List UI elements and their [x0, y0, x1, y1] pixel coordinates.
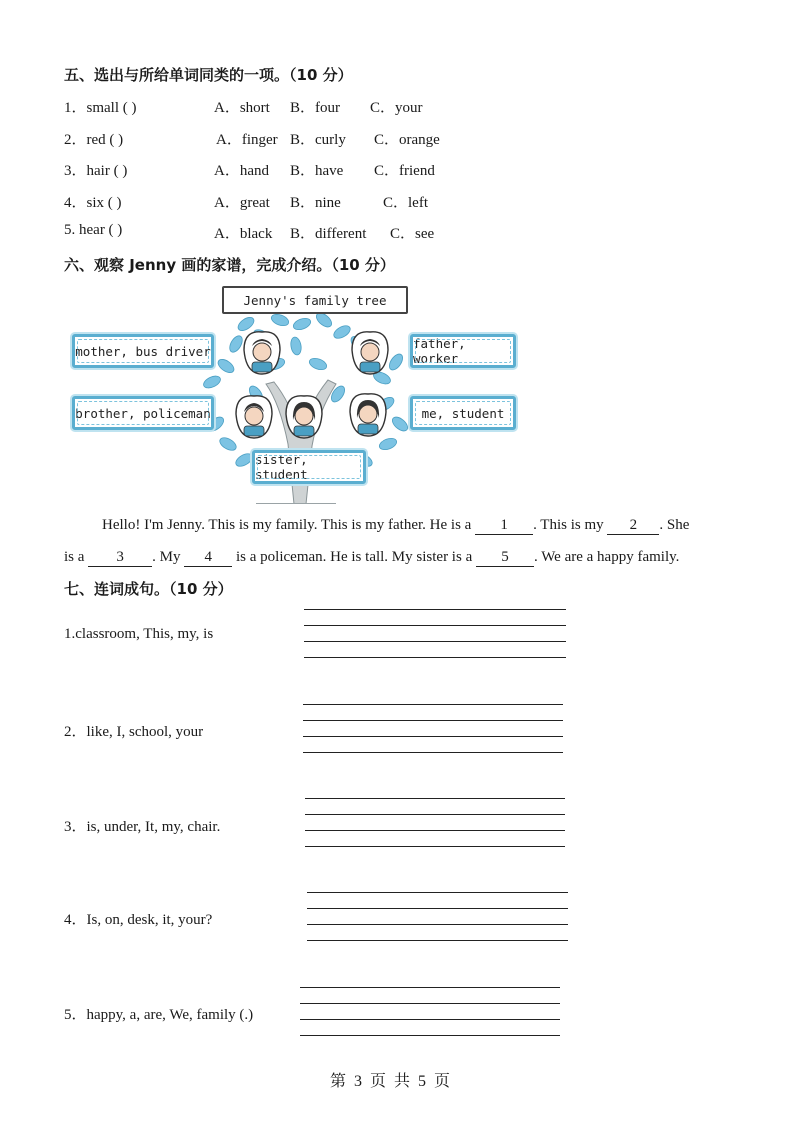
- option-b: B．different: [290, 226, 367, 242]
- option-a: A．great: [214, 195, 270, 211]
- section-7-title: 七、连词成句。（10 分）: [64, 580, 233, 598]
- page-number: 第 3 页 共 5 页: [330, 1073, 453, 1090]
- option-c: C．orange: [374, 132, 440, 148]
- passage-text: . She: [659, 517, 690, 533]
- question-stem: 5. hear ( ): [64, 222, 123, 238]
- answer-line[interactable]: [304, 657, 566, 658]
- blank-1[interactable]: 1: [475, 516, 533, 535]
- option-a: A．short: [214, 100, 270, 116]
- sentence-item: 3．is, under, It, my, chair.: [64, 819, 221, 835]
- answer-line[interactable]: [303, 720, 563, 721]
- option-c: C．see: [390, 226, 435, 242]
- answer-line[interactable]: [307, 924, 568, 925]
- sentence-item: 5．happy, a, are, We, family (.): [64, 1007, 254, 1023]
- tree-title: Jenny's family tree: [222, 286, 408, 314]
- blank-2[interactable]: 2: [607, 516, 659, 535]
- sentence-item: 2．like, I, school, your: [64, 724, 204, 740]
- sentence-item: 1.classroom, This, my, is: [64, 626, 214, 642]
- option-c: C．your: [370, 100, 423, 116]
- section-6-title: 六、观察 Jenny 画的家谱，完成介绍。（10 分）: [64, 256, 395, 274]
- option-a: A．hand: [214, 163, 269, 179]
- passage-line-1: [102, 509, 689, 541]
- answer-line[interactable]: [304, 609, 566, 610]
- question-stem: 1．small ( ): [64, 100, 137, 116]
- question-stem: 3．hair ( ): [64, 163, 128, 179]
- answer-line[interactable]: [305, 814, 565, 815]
- passage-line-2: [64, 541, 679, 573]
- passage-text: is a: [64, 549, 85, 565]
- option-b: B．curly: [290, 132, 346, 148]
- question-stem: 4．six ( ): [64, 195, 122, 211]
- option-b: B．nine: [290, 195, 341, 211]
- me-label: me, student: [410, 396, 516, 430]
- answer-line[interactable]: [305, 830, 565, 831]
- answer-line[interactable]: [300, 1019, 560, 1020]
- brother-label: brother, policeman: [72, 396, 214, 430]
- passage-text: is a policeman. He is tall. My sister is a: [236, 549, 473, 565]
- answer-line[interactable]: [300, 1003, 560, 1004]
- family-tree-illustration: [66, 284, 522, 504]
- blank-5[interactable]: 5: [476, 548, 534, 567]
- answer-line[interactable]: [304, 625, 566, 626]
- section-5-title: 五、选出与所给单词同类的一项。（10 分）: [64, 66, 353, 84]
- option-b: B．four: [290, 100, 340, 116]
- answer-line[interactable]: [307, 892, 568, 893]
- option-a: A．black: [214, 226, 273, 242]
- passage-text: . We are a happy family.: [533, 549, 680, 565]
- answer-line[interactable]: [300, 1035, 560, 1036]
- answer-line[interactable]: [307, 908, 568, 909]
- blank-4[interactable]: 4: [184, 548, 232, 567]
- option-b: B．have: [290, 163, 344, 179]
- answer-line[interactable]: [305, 846, 565, 847]
- father-label: father, worker: [410, 334, 516, 368]
- answer-line[interactable]: [307, 940, 568, 941]
- answer-line[interactable]: [304, 641, 566, 642]
- option-c: C．friend: [374, 163, 435, 179]
- passage-text: Hello! I'm Jenny. This is my family. This is my father. He is a: [102, 517, 472, 533]
- option-a: A．finger: [216, 132, 278, 148]
- option-c: C．left: [383, 195, 428, 211]
- answer-line[interactable]: [300, 987, 560, 988]
- sentence-item: 4．Is, on, desk, it, your?: [64, 912, 213, 928]
- sister-label: sister, student: [252, 450, 366, 484]
- blank-3[interactable]: 3: [88, 548, 152, 567]
- answer-line[interactable]: [305, 798, 565, 799]
- answer-line[interactable]: [303, 736, 563, 737]
- passage-text: . My: [152, 549, 181, 565]
- answer-line[interactable]: [303, 704, 563, 705]
- answer-line[interactable]: [303, 752, 563, 753]
- passage-text: . This is my: [533, 517, 604, 533]
- mother-label: mother, bus driver: [72, 334, 214, 368]
- question-stem: 2．red ( ): [64, 132, 124, 148]
